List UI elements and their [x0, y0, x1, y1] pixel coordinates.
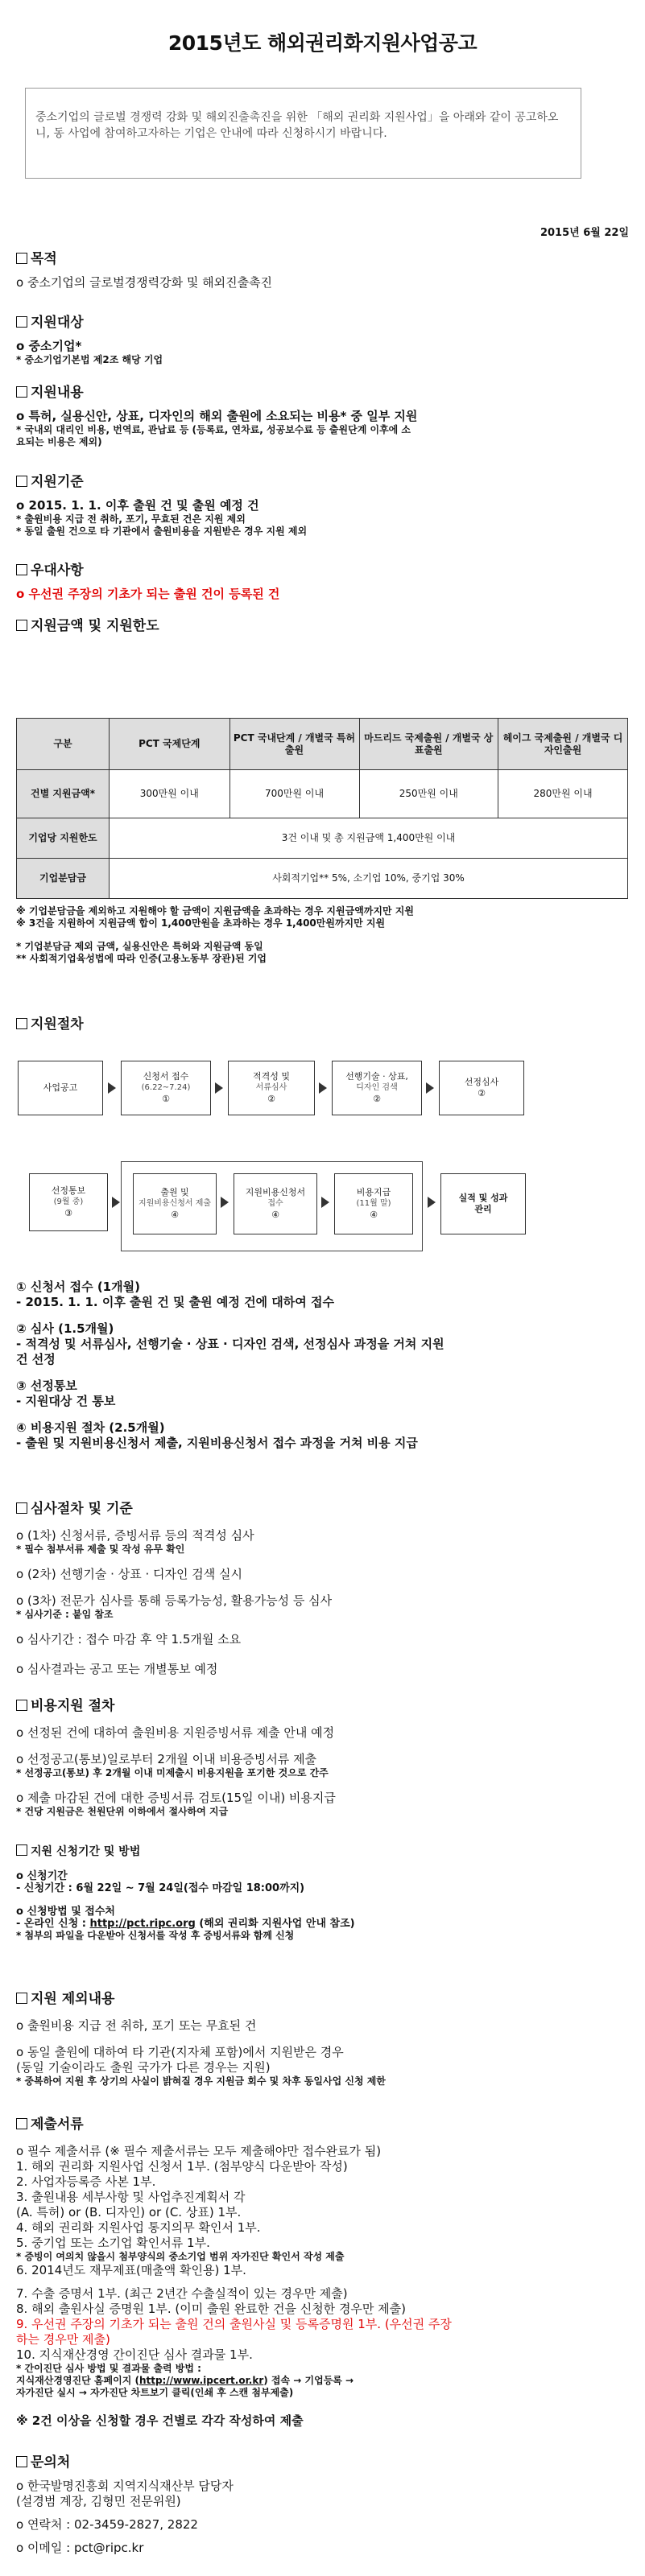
document-item: 5. 중기업 또는 소기업 확인서류 1부. — [16, 2236, 210, 2250]
exclusion-line-2b: (동일 기술이라도 출원 국가가 다른 경우는 지원) — [16, 2060, 271, 2075]
checkbox-square-icon — [16, 1502, 27, 1514]
arrow-right-icon — [319, 1082, 327, 1094]
apply-method-note: * 첨부의 파일을 다운받아 신청서를 작성 후 증빙서류와 함께 신청 — [16, 1930, 295, 1941]
document-item-10-steps: 자가진단 실시 → 자가진단 차트보기 클릭(인쇄 후 스캔 첨부제출) — [16, 2387, 294, 2398]
amount-note-1: ※ 기업분담금을 제외하고 지원해야 할 금액이 지원금액을 초과하는 경우 지원금액까지만 지원 — [16, 905, 414, 917]
table-header: 마드리드 국제출원 / 개별국 상표출원 — [359, 719, 498, 770]
step-1-title: ① 신청서 접수 (1개월) — [16, 1280, 140, 1294]
criteria-note-2: * 동일 출원 건으로 타 기관에서 출원비용을 지원받은 경우 지원 제외 — [16, 526, 308, 537]
checkbox-square-icon — [16, 386, 27, 398]
checkbox-square-icon — [16, 1844, 27, 1856]
section-heading: 심사절차 및 기준 — [16, 1497, 628, 1517]
section-review — [16, 1497, 628, 1677]
document-item-10-note: * 간이진단 심사 방법 및 결과물 출력 방법 : — [16, 2363, 201, 2374]
flow-step-prior-art-search: 선행기술 · 상표, 디자인 검색 ② — [332, 1061, 422, 1115]
table-cell: 사회적기업** 5%, 소기업 10%, 중기업 30% — [110, 859, 628, 899]
section-heading: 지원기준 — [16, 470, 628, 490]
document-item-9b: 하는 경우만 제출) — [16, 2332, 110, 2347]
section-cost-support — [16, 1694, 628, 1818]
checkbox-square-icon — [16, 2456, 27, 2467]
exclusion-line-2: o 동일 출원에 대하여 타 기관(지자체 포함)에서 지원받은 경우 — [16, 2045, 344, 2059]
arrow-right-icon — [321, 1197, 329, 1208]
table-header: 구분 — [17, 719, 110, 770]
step-2-body-2: 건 선정 — [16, 1352, 56, 1366]
cost-note-2: * 선정공고(통보) 후 2개월 이내 미제출시 비용지원을 포기한 것으로 간주 — [16, 1767, 329, 1778]
document-item: 1. 해외 권리화 지원사업 신청서 1부. (첨부양식 다운받아 작성) — [16, 2159, 348, 2174]
section-purpose — [16, 247, 628, 291]
flow-step-cost-request-receipt: 지원비용신청서 접수 ④ — [234, 1173, 317, 1234]
flow-step-payment: 비용지급 (11월 말) ④ — [334, 1173, 413, 1234]
table-header: PCT 국내단계 / 개별국 특허출원 — [229, 719, 359, 770]
contact-email: o 이메일 : pct@ripc.kr — [16, 2541, 144, 2555]
document-item: (A. 특허) or (B. 디자인) or (C. 상표) 1부. — [16, 2205, 242, 2219]
document-item: 6. 2014년도 재무제표(매출액 확인용) 1부. — [16, 2263, 246, 2277]
documents-footnote: ※ 2건 이상을 신청할 경우 건별로 각각 작성하여 제출 — [16, 2413, 304, 2428]
target-text: o 중소기업* — [16, 339, 82, 353]
apply-method-online: - 온라인 신청 : http://pct.ripc.org (해외 권리화 지원사업 안내 참조) — [16, 1918, 355, 1930]
flow-step-selection-review: 선정심사 ② — [439, 1061, 524, 1115]
review-note-3: * 심사기준 : 붙임 참조 — [16, 1609, 114, 1620]
checkbox-square-icon — [16, 2118, 27, 2129]
notice-date: 2015년 6월 22일 — [540, 227, 629, 239]
section-heading: 우대사항 — [16, 558, 628, 579]
checkbox-square-icon — [16, 564, 27, 575]
table-row — [17, 770, 628, 818]
step-2-title: ② 심사 (1.5개월) — [16, 1321, 114, 1336]
document-item: 3. 출원내용 세부사항 및 사업추진계획서 각 — [16, 2190, 246, 2204]
step-4-title: ④ 비용지원 절차 (2.5개월) — [16, 1420, 165, 1435]
criteria-text: o 2015. 1. 1. 이후 출원 건 및 출원 예정 건 — [16, 498, 259, 513]
section-amount — [16, 614, 628, 634]
section-heading: 지원내용 — [16, 381, 628, 401]
section-content — [16, 381, 628, 448]
criteria-note-1: * 출원비용 지급 전 취하, 포기, 무효된 건은 지원 제외 — [16, 513, 246, 525]
section-heading: 제출서류 — [16, 2112, 628, 2133]
documents-intro: o 필수 제출서류 (※ 필수 제출서류는 모두 제출해야만 접수완료가 됨) — [16, 2144, 382, 2158]
section-procedure — [16, 1012, 628, 1032]
document-item-8: 8. 해외 출원사실 증명원 1부. (이미 출원 완료한 건을 신청한 경우만 제출) — [16, 2302, 407, 2316]
section-heading: 지원대상 — [16, 311, 628, 331]
document-item-10-link-line: 지식재산경영진단 홈페이지 (http://www.ipcert.or.kr) 접속 → 기업등록 → — [16, 2375, 354, 2386]
intro-text: 중소기업의 글로벌 경쟁력 강화 및 해외진출촉진을 위한 「해외 권리화 지원사업」을 아래와 같이 공고하오니, 동 사업에 참여하고자하는 기업은 안내에 따라 신청하시기 바랍니다. — [35, 111, 559, 140]
section-heading: 지원 제외내용 — [16, 1987, 628, 2007]
flow-step-notification: 선정통보 (9월 중) ③ — [29, 1173, 108, 1231]
section-criteria — [16, 470, 628, 538]
amount-notes — [16, 905, 628, 965]
contact-org: o 한국발명진흥회 지역지식재산부 담당자 — [16, 2479, 234, 2493]
review-line-1: o (1차) 신청서류, 증빙서류 등의 적격성 심사 — [16, 1528, 254, 1543]
flow-step-application: 신청서 접수 (6.22~7.24) ① — [121, 1061, 211, 1115]
section-preference — [16, 558, 628, 602]
contact-persons: (설경범 계장, 김형민 전문위원) — [16, 2494, 181, 2508]
table-header-row — [17, 719, 628, 770]
review-line-4: o 심사기간 : 접수 마감 후 약 1.5개월 소요 — [16, 1632, 242, 1647]
table-cell: 3건 이내 및 총 지원금액 1,400만원 이내 — [110, 818, 628, 859]
document-item-9a: 9. 우선권 주장의 기초가 되는 출원 건의 출원사실 및 등록증명원 1부. (우선권 주장 — [16, 2317, 452, 2331]
exclusion-note: * 중복하여 지원 후 상기의 사실이 밝혀질 경우 지원금 회수 및 차후 동일사업 신청 제한 — [16, 2075, 386, 2087]
table-header: PCT 국제단계 — [110, 719, 230, 770]
amount-note-3: * 기업분담금 제외 금액, 실용신안은 특허와 지원금액 동일 — [16, 941, 263, 952]
amount-note-2: ※ 3건을 지원하여 지원금액 합이 1,400만원을 초과하는 경우 1,400만원까지만 지원 — [16, 917, 386, 929]
document-item-note: * 증빙이 여의치 않을시 첨부양식의 중소기업 범위 자가진단 확인서 작성 제출 — [16, 2251, 345, 2262]
apply-link[interactable]: http://pct.ripc.org — [89, 1918, 196, 1930]
checkbox-square-icon — [16, 1018, 27, 1029]
table-cell: 700만원 이내 — [229, 770, 359, 818]
contact-phone: o 연락처 : 02-3459-2827, 2822 — [16, 2517, 198, 2532]
review-line-5: o 심사결과는 공고 또는 개별통보 예정 — [16, 1662, 218, 1676]
table-cell: 280만원 이내 — [498, 770, 628, 818]
step-3-body: - 지원대상 건 통보 — [16, 1394, 116, 1408]
checkbox-square-icon — [16, 1993, 27, 2004]
section-heading: 지원금액 및 지원한도 — [16, 614, 628, 634]
arrow-right-icon — [112, 1197, 120, 1208]
procedure-details — [16, 1280, 628, 1451]
table-row — [17, 859, 628, 899]
arrow-right-icon — [428, 1197, 436, 1208]
arrow-right-icon — [108, 1082, 116, 1094]
table-cell: 250만원 이내 — [359, 770, 498, 818]
step-4-body: - 출원 및 지원비용신청서 제출, 지원비용신청서 접수 과정을 거쳐 비용 지급 — [16, 1436, 418, 1450]
checkbox-square-icon — [16, 316, 27, 328]
checkbox-square-icon — [16, 253, 27, 264]
content-text: o 특허, 실용신안, 상표, 디자인의 해외 출원에 소요되는 비용* 중 일부 지원 — [16, 409, 418, 423]
page-title: 2015년도 해외권리화지원사업공고 — [167, 31, 478, 55]
table-row-label: 건별 지원금액* — [17, 770, 110, 818]
document-item-10: 10. 지식재산경영 간이진단 심사 결과물 1부. — [16, 2347, 253, 2362]
content-note-1: * 국내외 대리인 비용, 번역료, 관납료 등 (등록료, 연차료, 성공보수료 등 출원단계 이후에 소 — [16, 424, 411, 435]
section-heading: 목적 — [16, 247, 628, 267]
target-note: * 중소기업기본법 제2조 해당 기업 — [16, 354, 163, 365]
cost-line-3: o 제출 마감된 건에 대한 증빙서류 검토(15일 이내) 비용지급 — [16, 1791, 336, 1805]
section-heading: 지원절차 — [16, 1012, 628, 1032]
section-heading: 지원 신청기간 및 방법 — [16, 1843, 628, 1859]
document-item: 4. 해외 권리화 지원사업 통지의무 확인서 1부. — [16, 2220, 261, 2235]
table-row — [17, 818, 628, 859]
review-line-3: o (3차) 전문가 심사를 통해 등록가능성, 활용가능성 등 심사 — [16, 1593, 333, 1608]
apply-period-label: o 신청기간 — [16, 1870, 68, 1882]
checkbox-square-icon — [16, 1700, 27, 1711]
amount-note-4: ** 사회적기업육성법에 따라 인증(고용노동부 장관)된 기업 — [16, 953, 267, 964]
cost-note-3: * 건당 지원금은 천원단위 이하에서 절사하여 지급 — [16, 1806, 229, 1817]
flow-step-cost-request-submit: 출원 및 지원비용신청서 제출 ④ — [133, 1173, 217, 1234]
purpose-text: o 중소기업의 글로벌경쟁력강화 및 해외진출촉진 — [16, 275, 273, 290]
section-target — [16, 311, 628, 366]
checkbox-square-icon — [16, 476, 27, 487]
step-3-title: ③ 선정통보 — [16, 1379, 77, 1393]
section-exclusions — [16, 1987, 628, 2088]
ipcert-link[interactable]: http://www.ipcert.or.kr — [139, 2375, 264, 2386]
section-documents — [16, 2112, 628, 2429]
table-cell: 300만원 이내 — [110, 770, 230, 818]
section-heading: 비용지원 절차 — [16, 1694, 628, 1714]
step-1-body: - 2015. 1. 1. 이후 출원 건 및 출원 예정 건에 대하여 접수 — [16, 1295, 334, 1309]
arrow-right-icon — [426, 1082, 434, 1094]
arrow-right-icon — [221, 1197, 229, 1208]
apply-period-value: - 신청기간 : 6월 22일 ~ 7월 24일(접수 마감일 18:00까지) — [16, 1882, 305, 1894]
arrow-right-icon — [215, 1082, 223, 1094]
exclusion-line-1: o 출원비용 지급 전 취하, 포기 또는 무효된 건 — [16, 2018, 257, 2033]
intro-box — [25, 88, 581, 179]
section-heading: 문의처 — [16, 2450, 628, 2471]
review-note-1: * 필수 첨부서류 제출 및 작성 유무 확인 — [16, 1544, 185, 1555]
review-line-2: o (2차) 선행기술 · 상표 · 디자인 검색 실시 — [16, 1567, 242, 1581]
document-item: 2. 사업자등록증 사본 1부. — [16, 2174, 156, 2189]
section-application — [16, 1843, 628, 1942]
table-header: 헤이그 국제출원 / 개별국 디자인출원 — [498, 719, 628, 770]
flow-step-announcement: 사업공고 — [18, 1061, 103, 1115]
flow-step-performance: 실적 및 성과 관리 — [440, 1173, 526, 1234]
cost-line-1: o 선정된 건에 대하여 출원비용 지원증빙서류 제출 안내 예정 — [16, 1725, 335, 1740]
preference-text: o 우선권 주장의 기초가 되는 출원 건이 등록된 건 — [16, 587, 280, 601]
table-row-label: 기업분담금 — [17, 859, 110, 899]
table-row-label: 기업당 지원한도 — [17, 818, 110, 859]
apply-method-label: o 신청방법 및 접수처 — [16, 1906, 115, 1918]
cost-line-2: o 선정공고(통보)일로부터 2개월 이내 비용증빙서류 제출 — [16, 1752, 317, 1766]
section-contact — [16, 2450, 628, 2556]
content-note-2: 요되는 비용은 제외) — [16, 436, 102, 447]
step-2-body-1: - 적격성 및 서류심사, 선행기술 · 상표 · 디자인 검색, 선정심사 과정을 거쳐 지원 — [16, 1337, 444, 1351]
checkbox-square-icon — [16, 620, 27, 631]
flow-step-screening: 적격성 및 서류심사 ② — [228, 1061, 315, 1115]
document-item-7: 7. 수출 증명서 1부. (최근 2년간 수출실적이 있는 경우만 제출) — [16, 2286, 348, 2301]
support-amount-table — [16, 718, 628, 899]
